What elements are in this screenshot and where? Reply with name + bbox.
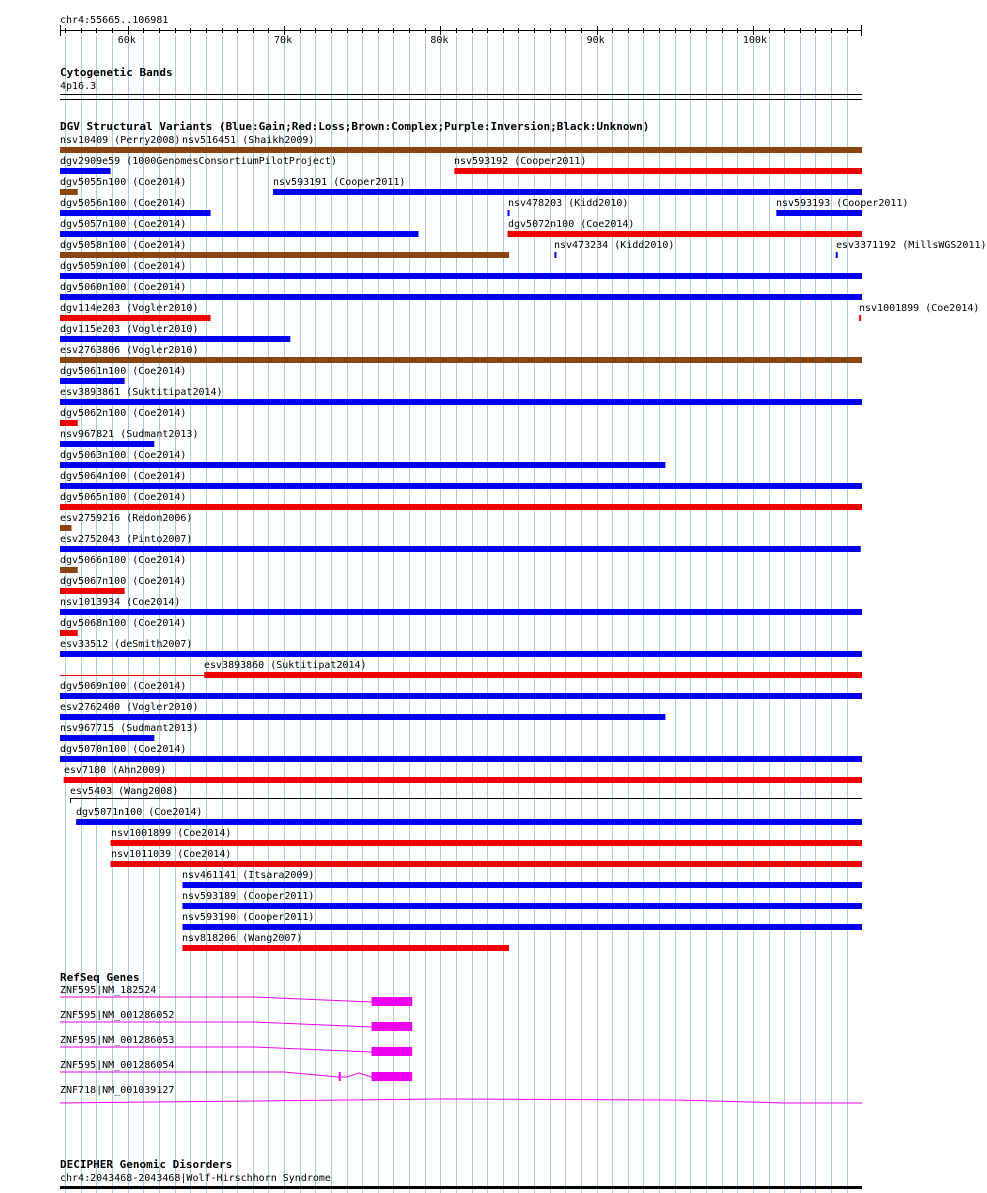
dgv-variant-bar[interactable] — [60, 357, 862, 363]
dgv-variant-bar[interactable] — [60, 735, 154, 741]
dgv-variant-bar[interactable] — [60, 567, 78, 573]
dgv-variant-bar[interactable] — [182, 924, 862, 930]
dgv-variant-label[interactable]: dgv115e203 (Vogler2010) — [60, 324, 199, 335]
ruler-tick-label: 90k — [586, 35, 605, 46]
decipher-feature-bar[interactable] — [60, 1186, 862, 1189]
dgv-variant-bar[interactable] — [111, 861, 862, 867]
dgv-variant-label[interactable]: dgv5059n100 (Coe2014) — [60, 261, 187, 272]
dgv-variant-bar[interactable] — [76, 819, 862, 825]
dgv-variant-bar[interactable] — [508, 231, 862, 237]
refseq-gene-intron-line[interactable] — [60, 1072, 372, 1077]
dgv-variant-bar[interactable] — [60, 504, 862, 510]
dgv-variant-label[interactable]: dgv5058n100 (Coe2014) — [60, 240, 187, 251]
dgv-variant-label[interactable]: esv2752043 (Pinto2007) — [60, 534, 193, 545]
dgv-variant-label[interactable]: nsv473234 (Kidd2010) — [554, 240, 675, 251]
dgv-variant-bar[interactable] — [60, 693, 862, 699]
dgv-variant-label[interactable]: nsv516451 (Shaikh2009) — [182, 135, 315, 146]
dgv-variant-label[interactable]: dgv5072n100 (Coe2014) — [508, 219, 635, 230]
dgv-variant-bar[interactable] — [60, 168, 111, 174]
dgv-variant-bar[interactable] — [204, 672, 862, 678]
cyto-band-label[interactable]: 4p16.3 — [60, 81, 97, 92]
dgv-variant-label[interactable]: esv3893860 (Suktitipat2014) — [204, 660, 367, 671]
dgv-variant-bar[interactable] — [776, 210, 862, 216]
dgv-variant-label[interactable]: nsv1013934 (Coe2014) — [60, 597, 181, 608]
dgv-variant-bar[interactable] — [60, 189, 78, 195]
dgv-variant-label[interactable]: dgv5067n100 (Coe2014) — [60, 576, 187, 587]
dgv-variant-label[interactable]: dgv5063n100 (Coe2014) — [60, 450, 187, 461]
dgv-variant-bar[interactable] — [60, 546, 861, 552]
dgv-variant-bar[interactable] — [60, 294, 862, 300]
refseq-gene-exon[interactable] — [372, 1047, 413, 1056]
dgv-variant-label[interactable]: nsv967715 (Sudmant2013) — [60, 723, 199, 734]
dgv-variant-bar[interactable] — [508, 210, 510, 216]
ruler-location: chr4:55665..106981 — [60, 15, 169, 26]
dgv-variant-label[interactable]: dgv5060n100 (Coe2014) — [60, 282, 187, 293]
dgv-variant-label[interactable]: esv7180 (Ahn2009) — [64, 765, 167, 776]
refseq-gene-intron-line[interactable] — [60, 1047, 372, 1052]
dgv-variant-label[interactable]: dgv5068n100 (Coe2014) — [60, 618, 187, 629]
dgv-variant-bar[interactable] — [60, 378, 125, 384]
dgv-variant-bar[interactable] — [60, 609, 862, 615]
dgv-variant-label[interactable]: esv2763806 (Vogler2010) — [60, 345, 199, 356]
dgv-variant-label[interactable]: nsv593192 (Cooper2011) — [454, 156, 587, 167]
refseq-gene-label[interactable]: ZNF595|NM_001286054 — [60, 1060, 175, 1071]
dgv-variant-bar[interactable] — [111, 840, 862, 846]
dgv-variant-bar[interactable] — [60, 315, 211, 321]
dgv-variant-label[interactable]: nsv818206 (Wang2007) — [182, 933, 303, 944]
dgv-variant-bar[interactable] — [60, 462, 665, 468]
ruler-tick-label: 80k — [430, 35, 449, 46]
decipher-track-title[interactable]: DECIPHER Genomic Disorders — [60, 1158, 233, 1171]
dgv-variant-label[interactable]: nsv1001899 (Coe2014) — [111, 828, 232, 839]
dgv-variant-label[interactable]: nsv478203 (Kidd2010) — [508, 198, 629, 209]
dgv-variant-label[interactable]: dgv5057n100 (Coe2014) — [60, 219, 187, 230]
dgv-variant-bar[interactable] — [60, 756, 862, 762]
dgv-variant-label[interactable]: dgv114e203 (Vogler2010) — [60, 303, 199, 314]
dgv-variant-label[interactable]: dgv5066n100 (Coe2014) — [60, 555, 187, 566]
dgv-variant-bar[interactable] — [60, 336, 290, 342]
dgv-variant-bar[interactable] — [60, 630, 78, 636]
dgv-variant-label[interactable]: dgv5071n100 (Coe2014) — [76, 807, 203, 818]
decipher-feature-label[interactable]: chr4:2043468-2043468|Wolf-Hirschhorn Syndrome — [60, 1173, 331, 1184]
refseq-gene-label[interactable]: ZNF595|NM_001286053 — [60, 1035, 175, 1046]
dgv-variant-label[interactable]: nsv593190 (Cooper2011) — [182, 912, 315, 923]
dgv-variant-label[interactable]: nsv1011039 (Coe2014) — [111, 849, 232, 860]
dgv-variant-label[interactable]: dgv5062n100 (Coe2014) — [60, 408, 187, 419]
dgv-variant-label[interactable]: dgv5065n100 (Coe2014) — [60, 492, 187, 503]
dgv-variant-bar[interactable] — [182, 147, 862, 153]
refseq-track-title[interactable]: RefSeq Genes — [60, 971, 140, 984]
refseq-gene-exon[interactable] — [372, 997, 413, 1006]
dgv-variant-label[interactable]: dgv5055n100 (Coe2014) — [60, 177, 187, 188]
dgv-variant-label[interactable]: dgv5064n100 (Coe2014) — [60, 471, 187, 482]
refseq-gene-label[interactable]: ZNF595|NM_182524 — [60, 985, 157, 996]
dgv-variant-bar[interactable] — [60, 210, 211, 216]
dgv-variant-bar[interactable] — [859, 315, 861, 321]
ruler-tick-label: 100k — [742, 35, 767, 46]
cyto-band-bar[interactable] — [60, 99, 862, 100]
dgv-variant-bar[interactable] — [64, 777, 862, 783]
dgv-variant-label[interactable]: dgv5061n100 (Coe2014) — [60, 366, 187, 377]
dgv-variant-bar[interactable] — [60, 399, 862, 405]
refseq-gene-intron-line[interactable] — [60, 1022, 372, 1027]
refseq-gene-exon[interactable] — [339, 1072, 341, 1081]
dgv-variant-label[interactable]: nsv593193 (Cooper2011) — [776, 198, 909, 209]
dgv-variant-label[interactable]: esv33512 (deSmith2007) — [60, 639, 193, 650]
dgv-variant-bar[interactable] — [60, 714, 665, 720]
dgv-track-title[interactable]: DGV Structural Variants (Blue:Gain;Red:Loss;Brown:Complex;Purple:Inversion;Black:Unknown) — [60, 120, 650, 133]
dgv-variant-bar[interactable] — [454, 168, 862, 174]
dgv-variant-bar[interactable] — [273, 189, 862, 195]
dgv-variant-label[interactable]: esv2759216 (Redon2006) — [60, 513, 193, 524]
dgv-variant-label[interactable]: esv3371192 (MillsWGS2011) — [836, 240, 987, 251]
dgv-variant-bar[interactable] — [182, 903, 862, 909]
dgv-variant-bar[interactable] — [60, 273, 862, 279]
dgv-variant-label[interactable]: esv3893861 (Suktitipat2014) — [60, 387, 223, 398]
dgv-variant-bar[interactable] — [60, 252, 509, 258]
dgv-variant-label[interactable]: nsv593191 (Cooper2011) — [273, 177, 406, 188]
dgv-variant-bar[interactable] — [182, 882, 862, 888]
dgv-variant-label[interactable]: nsv461141 (Itsara2009) — [182, 870, 315, 881]
dgv-variant-label[interactable]: dgv5070n100 (Coe2014) — [60, 744, 187, 755]
dgv-variant-label[interactable]: nsv1001899 (Coe2014) — [859, 303, 980, 314]
refseq-gene-exon[interactable] — [372, 1072, 413, 1081]
refseq-gene-label[interactable]: ZNF595|NM_001286052 — [60, 1010, 175, 1021]
dgv-variant-label[interactable]: dgv5069n100 (Coe2014) — [60, 681, 187, 692]
dgv-variant-label[interactable]: nsv967821 (Sudmant2013) — [60, 429, 199, 440]
refseq-gene-intron-line[interactable] — [60, 1099, 862, 1103]
refseq-gene-label[interactable]: ZNF718|NM_001039127 — [60, 1085, 175, 1096]
dgv-variant-bar[interactable] — [182, 945, 509, 951]
dgv-variant-bar[interactable] — [60, 483, 862, 489]
dgv-variant-bar[interactable] — [60, 588, 125, 594]
dgv-variant-label[interactable]: dgv2909e59 (1000GenomesConsortiumPilotProject) — [60, 156, 337, 167]
dgv-variant-bar[interactable] — [554, 252, 556, 258]
dgv-variant-bar[interactable] — [60, 651, 862, 657]
refseq-gene-exon[interactable] — [372, 1022, 413, 1031]
dgv-variant-bar[interactable] — [60, 525, 71, 531]
ruler-tick-label: 60k — [117, 35, 136, 46]
dgv-variant-label[interactable]: esv5403 (Wang2008) — [70, 786, 179, 797]
dgv-variant-bar[interactable] — [60, 441, 154, 447]
dgv-variant-label[interactable]: esv2762400 (Vogler2010) — [60, 702, 199, 713]
ruler-tick-label: 70k — [274, 35, 293, 46]
cyto-track-title[interactable]: Cytogenetic Bands — [60, 66, 173, 79]
dgv-variant-label[interactable]: dgv5056n100 (Coe2014) — [60, 198, 187, 209]
dgv-variant-bar[interactable] — [60, 420, 78, 426]
refseq-gene-intron-line[interactable] — [60, 997, 372, 1002]
dgv-variant-bar[interactable] — [836, 252, 838, 258]
dgv-variant-label[interactable]: nsv10409 (Perry2008) — [60, 135, 181, 146]
dgv-variant-label[interactable]: nsv593189 (Cooper2011) — [182, 891, 315, 902]
dgv-variant-bar[interactable] — [60, 231, 418, 237]
